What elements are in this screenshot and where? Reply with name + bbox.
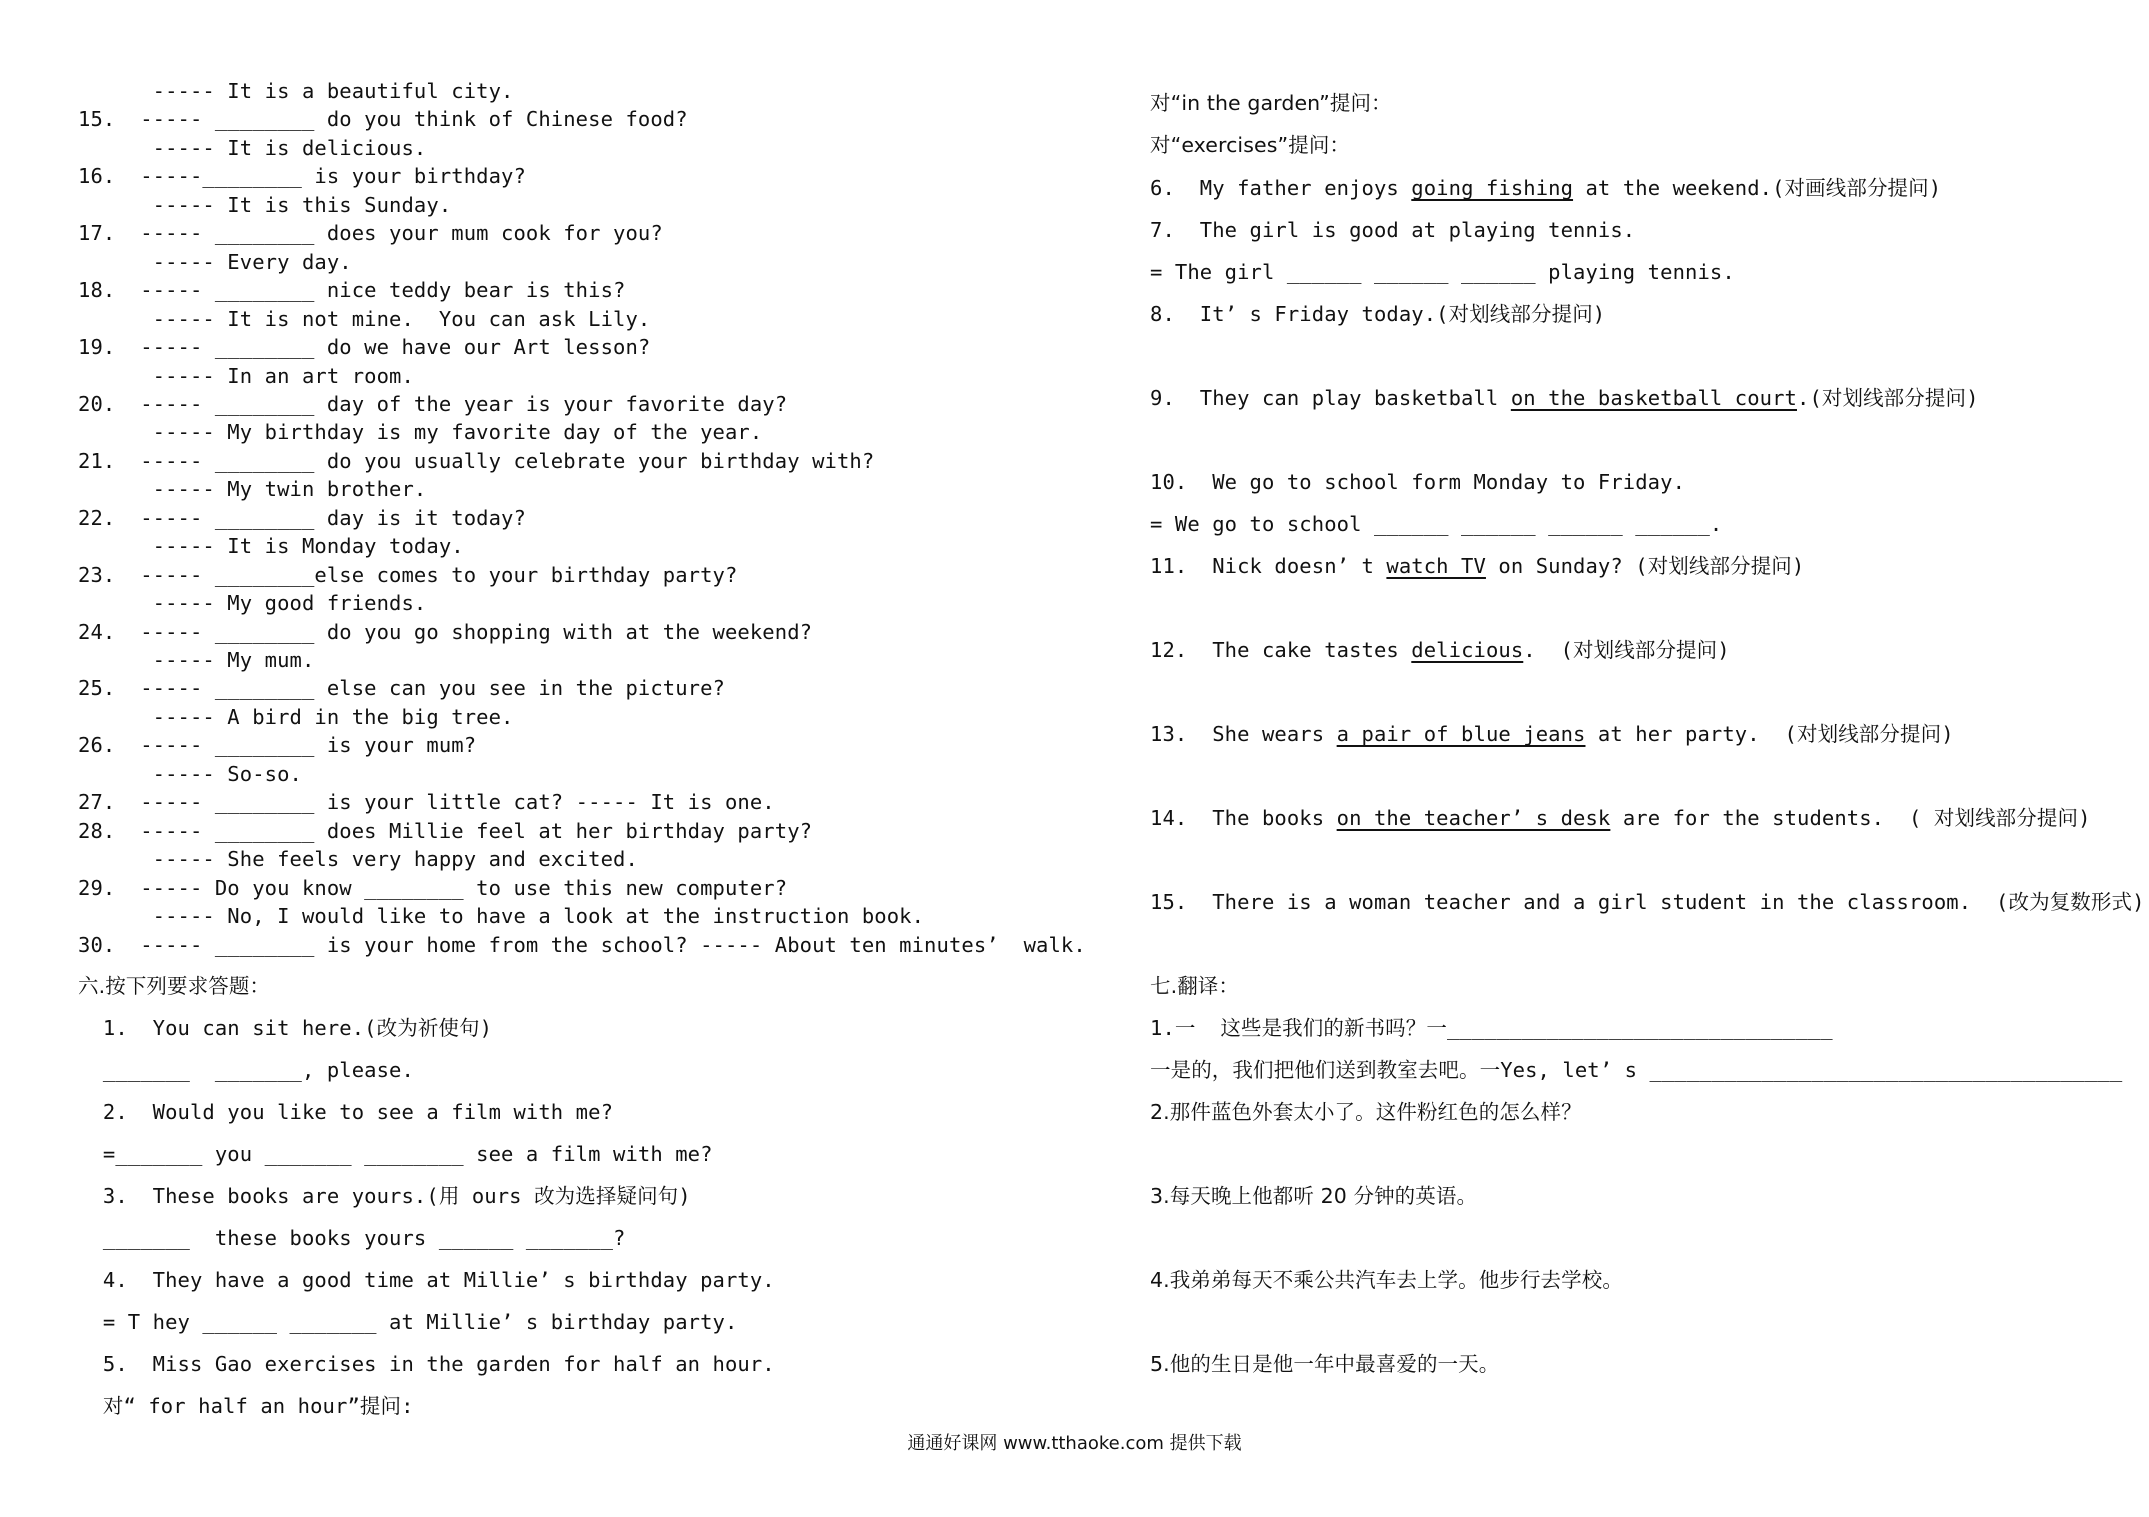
q13-text: 13. She wears	[1150, 722, 1337, 746]
translate-5: 5.他的生日是他一年中最喜爱的一天。	[1150, 1352, 1500, 1376]
q9-text: 9. They can play basketball	[1150, 386, 1511, 410]
question-14	[1150, 805, 2091, 831]
translate-3: 3.每天晚上他都听 20 分钟的英语。	[1150, 1184, 1478, 1208]
section-6-line-s09: 5. Miss Gao exercises in the garden for half an hour.	[78, 1352, 775, 1376]
exercise-line-l29: 29. ----- Do you know ________ to use this new computer?	[78, 875, 788, 900]
q-in-garden: 对“in the garden”提问：	[1150, 91, 1392, 115]
exercise-line-l30: ----- No, I would like to have a look at the instruction book.	[78, 904, 925, 929]
section-6-line-s08: = T hey ______ _______ at Millie’ s birthday party.	[78, 1310, 738, 1334]
question-13	[1150, 721, 1954, 747]
translate-1-answer: 一是的，我们把他们送到教室去吧。一Yes, let’ s ______________________________________	[1150, 1058, 2123, 1082]
question-7: 7. The girl is good at playing tennis.	[1150, 218, 1636, 242]
q6-underline: going fishing	[1411, 176, 1574, 200]
footer-credit: 通通好课网 www.tthaoke.com 提供下载	[907, 1433, 1242, 1454]
section-6-line-s03: 2. Would you like to see a film with me?	[78, 1100, 614, 1124]
exercise-line-l23: ----- A bird in the big tree.	[78, 704, 514, 729]
q11-text: 11. Nick doesn’ t	[1150, 554, 1387, 578]
exercise-line-l19: ----- My good friends.	[78, 591, 427, 616]
q6-instruction: at the weekend.(对画线部分提问)	[1573, 176, 1942, 200]
section-6-line-s07: 4. They have a good time at Millie’ s birthday party.	[78, 1268, 775, 1292]
exercise-line-l04: 16. -----________ is your birthday?	[78, 164, 526, 189]
q-exercises: 对“exercises”提问：	[1150, 133, 1351, 157]
section-6-line-s05: 3. These books are yours.(用 ours 改为选择疑问句)	[78, 1184, 691, 1208]
exercise-line-l13: ----- My birthday is my favorite day of the year.	[78, 420, 763, 445]
question-10: 10. We go to school form Monday to Friday.	[1150, 470, 1686, 494]
exercise-line-l28: ----- She feels very happy and excited.	[78, 847, 638, 872]
q11-underline: watch TV	[1386, 554, 1486, 578]
exercise-line-l06: 17. ----- ________ does your mum cook for you?	[78, 221, 663, 246]
exercise-line-l27: 28. ----- ________ does Millie feel at her birthday party?	[78, 818, 813, 843]
question-7-blank: = The girl ______ ______ ______ playing tennis.	[1150, 260, 1735, 284]
q12-text: 12. The cake tastes	[1150, 638, 1412, 662]
section-6-heading: 六.按下列要求答题：	[78, 974, 271, 998]
exercise-line-l11: ----- In an art room.	[78, 363, 414, 388]
question-9	[1150, 385, 1979, 411]
q9-instruction: .(对划线部分提问)	[1797, 386, 1979, 410]
translate-1: 1.一 这些是我们的新书吗？一_______________________________	[1150, 1016, 1833, 1040]
exercise-line-l08: 18. ----- ________ nice teddy bear is this?	[78, 278, 626, 303]
question-12	[1150, 637, 1730, 663]
q12-underline: delicious	[1411, 638, 1524, 662]
exercise-line-l25: ----- So-so.	[78, 761, 302, 786]
translate-2: 2.那件蓝色外套太小了。这件粉红色的怎么样？	[1150, 1100, 1582, 1124]
exercise-line-l09: ----- It is not mine. You can ask Lily.	[78, 306, 651, 331]
translate-4: 4.我弟弟每天不乘公共汽车去上学。他步行去学校。	[1150, 1268, 1623, 1292]
exercise-line-l21: ----- My mum.	[78, 648, 315, 672]
question-15: 15. There is a woman teacher and a girl student in the classroom. (改为复数形式)	[1150, 890, 2145, 914]
q11-instruction: on Sunday? (对划线部分提问)	[1485, 554, 1805, 578]
exercise-line-l17: ----- It is Monday today.	[78, 534, 464, 559]
q14-instruction: are for the students. ( 对划线部分提问)	[1610, 806, 2091, 830]
q14-underline: on the teacher’ s desk	[1336, 806, 1611, 830]
exercise-line-l26: 27. ----- ________ is your little cat? ----- It is one.	[78, 790, 775, 815]
exercise-line-l18: 23. ----- ________else comes to your birthday party?	[78, 562, 738, 587]
exercise-line-l31: 30. ----- ________ is your home from the school? ----- About ten minutes’ walk.	[78, 932, 1086, 957]
exercise-line-l24: 26. ----- ________ is your mum?	[78, 733, 477, 758]
q6-text: 6. My father enjoys	[1150, 176, 1412, 200]
exercise-line-l20: 24. ----- ________ do you go shopping with at the weekend?	[78, 619, 813, 644]
section-6-line-s04: =_______ you _______ ________ see a film with me?	[78, 1142, 713, 1166]
exercise-line-l01: ----- It is a beautiful city.	[78, 79, 514, 103]
section-6-line-s06: _______ these books yours ______ _______?	[78, 1226, 626, 1250]
q13-instruction: at her party. (对划线部分提问)	[1585, 722, 1954, 746]
question-6	[1150, 175, 1941, 201]
exercise-line-l12: 20. ----- ________ day of the year is your favorite day?	[78, 391, 788, 416]
question-10-blank: = We go to school ______ ______ ______ ______.	[1150, 512, 1723, 536]
q9-underline: on the basketball court	[1510, 386, 1797, 410]
section-6-line-s02: _______ _______, please.	[78, 1058, 414, 1082]
exercise-line-l22: 25. ----- ________ else can you see in the picture?	[78, 676, 725, 701]
q14-text: 14. The books	[1150, 806, 1337, 830]
exercise-line-l05: ----- It is this Sunday.	[78, 192, 452, 217]
section-6-line-s01: 1. You can sit here.(改为祈使句)	[78, 1016, 493, 1040]
exercise-line-l07: ----- Every day.	[78, 249, 352, 274]
exercise-line-l14: 21. ----- ________ do you usually celebrate your birthday with?	[78, 448, 875, 473]
q13-underline: a pair of blue jeans	[1336, 722, 1586, 746]
section-6-line-s10: 对“ for half an hour”提问:	[78, 1394, 414, 1418]
q12-instruction: . (对划线部分提问)	[1523, 638, 1730, 662]
exercise-line-l03: ----- It is delicious.	[78, 135, 427, 160]
question-8: 8. It’ s Friday today.(对划线部分提问)	[1150, 302, 1606, 326]
question-11	[1150, 553, 1804, 579]
exercise-line-l15: ----- My twin brother.	[78, 477, 427, 502]
exercise-line-l02: 15. ----- ________ do you think of Chinese food?	[78, 107, 688, 132]
exercise-line-l16: 22. ----- ________ day is it today?	[78, 505, 526, 530]
exercise-line-l10: 19. ----- ________ do we have our Art lesson?	[78, 335, 651, 360]
section-7-heading: 七.翻译：	[1150, 974, 1240, 998]
